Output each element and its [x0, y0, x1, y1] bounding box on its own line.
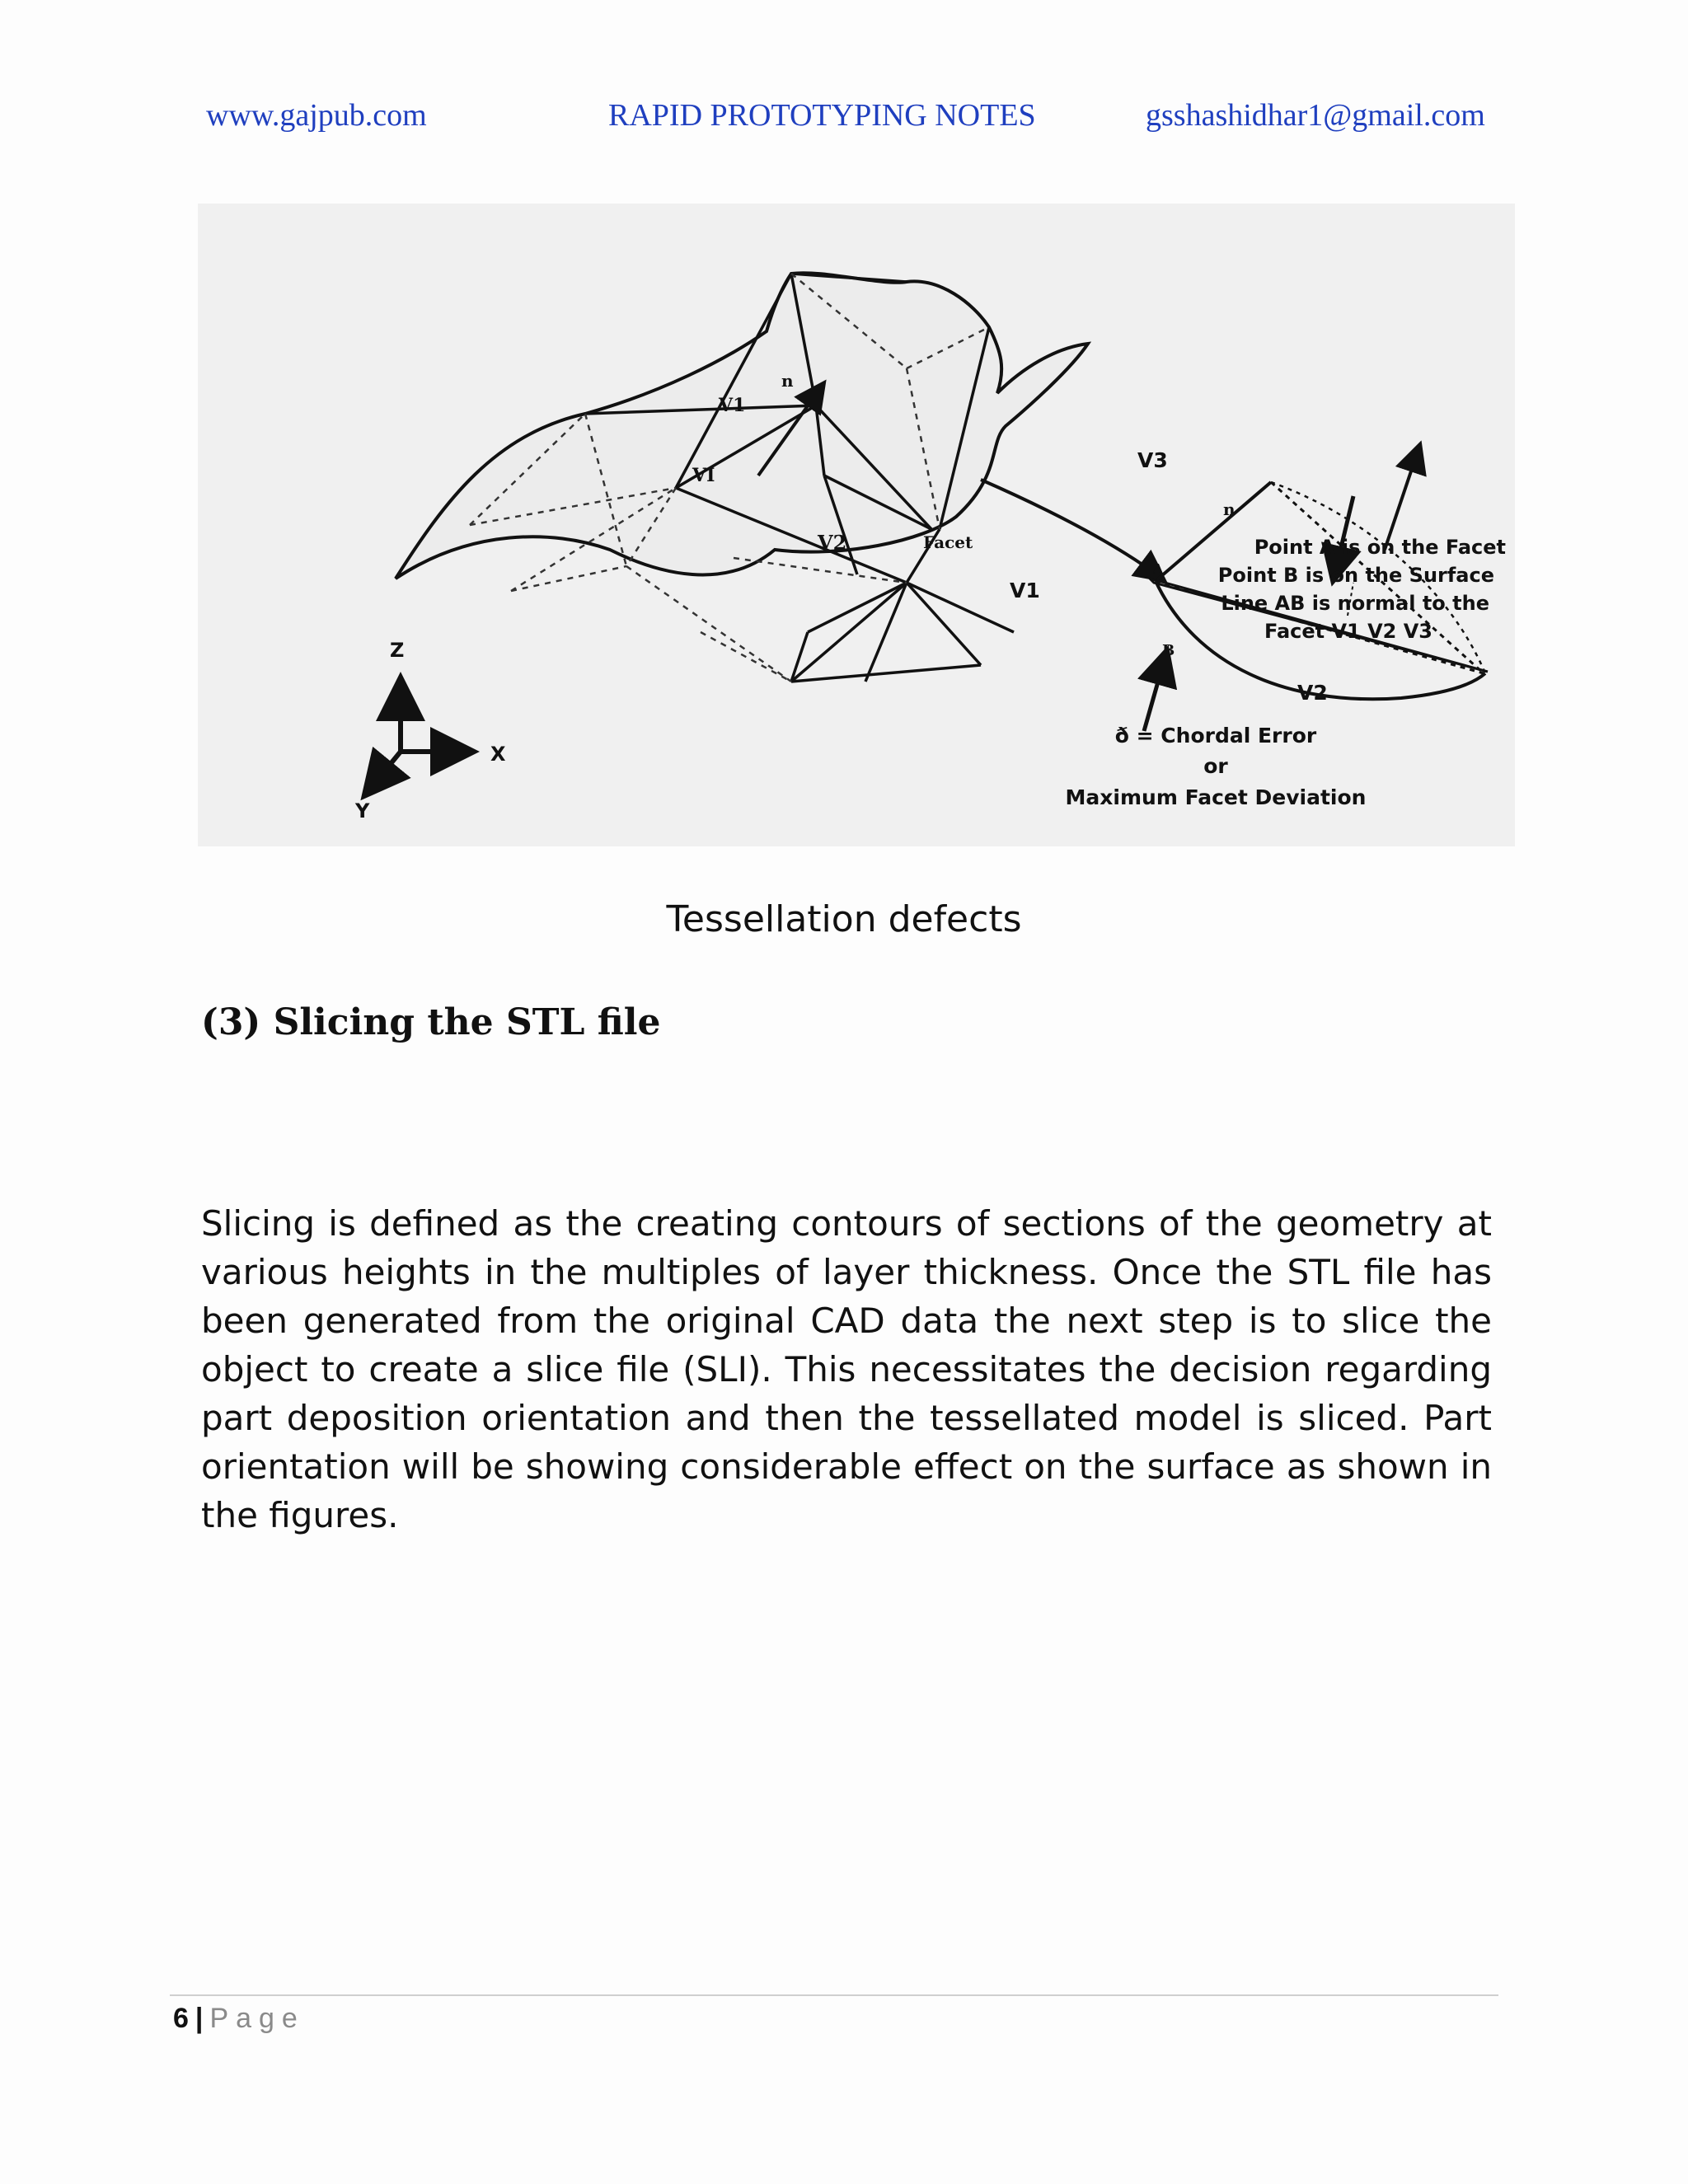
chordal-error-note: [1066, 724, 1367, 809]
label-v3: V3: [1137, 448, 1168, 472]
header-website: www.gajpub.com: [206, 98, 427, 133]
label-y-axis: Y: [355, 799, 370, 823]
error-line: ð = Chordal Error: [1114, 724, 1317, 748]
note-line: Point A is on the Facet: [1254, 536, 1506, 559]
header-email: gsshashidhar1@gmail.com: [1146, 98, 1485, 133]
right-facet: [1156, 482, 1485, 699]
label-v1-small: V1: [719, 395, 746, 416]
axis-triad: [367, 682, 470, 793]
label-n-left: n: [781, 371, 794, 391]
label-z-axis: Z: [390, 639, 405, 662]
figure-caption: Tessellation defects: [666, 898, 1022, 940]
label-v2-right: V2: [1297, 681, 1328, 705]
note-line: Line AB is normal to the: [1221, 592, 1489, 615]
header-title: RAPID PROTOTYPING NOTES: [608, 98, 1036, 133]
facet-connector-arrow: [981, 480, 1162, 579]
label-v1-mid: VI: [692, 465, 715, 486]
surface-outline: [396, 273, 1088, 579]
page-footer: [173, 2003, 305, 2035]
label-b: B: [1162, 642, 1175, 659]
body-paragraph: Slicing is defined as the creating contours of sections of the geometry at various heights in the multiples of layer thickness. Once the STL file has been generated from the original CAD data the next step is to slice the object to create a slice file (SLI). This necessitates the decision regarding part deposition orientation and then the tessellated model is sliced. Part orientation will be showing considerable effect on the surface as shown in the figures.: [201, 1203, 1492, 1535]
chordal-error-arrow: [1144, 653, 1166, 731]
note-line: Facet V1 V2 V3: [1264, 620, 1432, 643]
label-facet: Facet: [923, 532, 973, 552]
tessellation-figure: [198, 204, 1515, 846]
label-v2-left: V2: [818, 531, 847, 555]
tessellation-diagram: [198, 204, 1515, 846]
facet-note: [1218, 536, 1506, 643]
label-x-axis: X: [490, 743, 506, 766]
note-line: Point B is on the Surface: [1217, 564, 1494, 587]
label-n-right: n: [1223, 499, 1236, 519]
error-line: Maximum Facet Deviation: [1065, 785, 1367, 809]
page-number: 6: [173, 2003, 189, 2034]
label-v1-right: V1: [1010, 579, 1040, 602]
right-normal-arrow: [1385, 447, 1419, 550]
footer-divider: [170, 1994, 1498, 1996]
page-separator: |: [195, 2003, 204, 2034]
section-heading: (3) Slicing the STL file: [201, 1001, 661, 1043]
error-line: or: [1203, 754, 1228, 778]
label-a: A: [1152, 561, 1164, 579]
page-header: [0, 97, 1688, 147]
page-label: Page: [209, 2003, 305, 2034]
